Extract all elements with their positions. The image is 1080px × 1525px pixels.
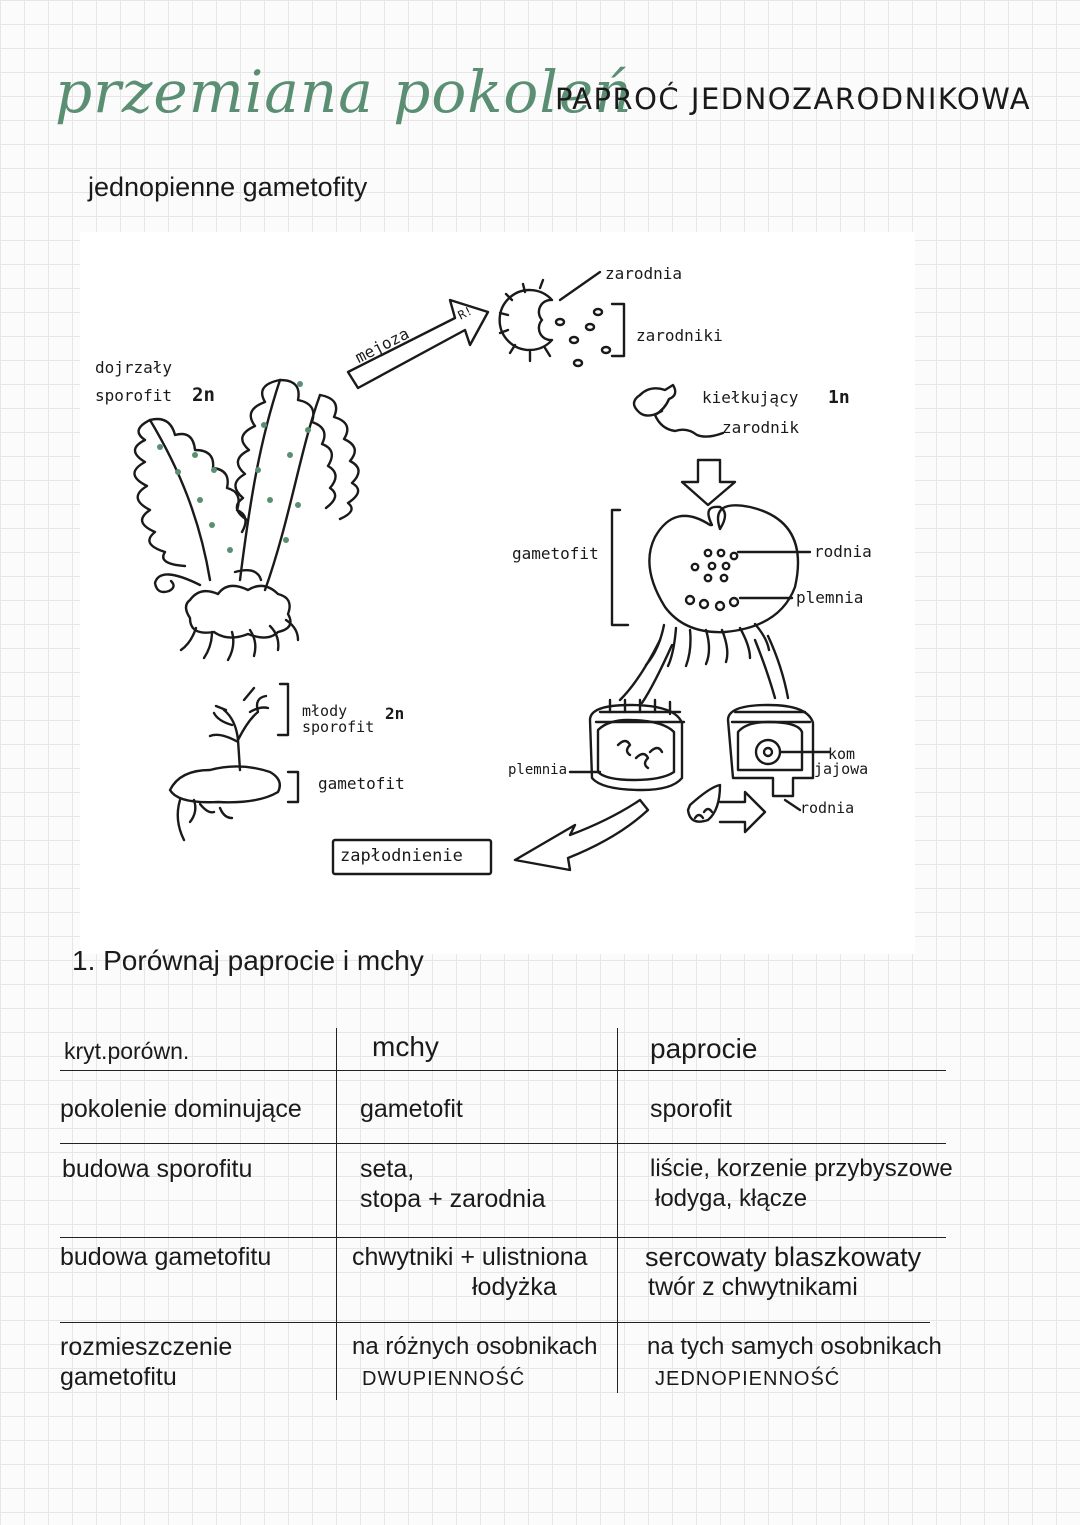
section-title: 1. Porównaj paprocie i mchy (72, 945, 424, 976)
table-divider-h2 (60, 1143, 946, 1144)
label-archegonium-top: rodnia (814, 542, 872, 561)
table-header-mosses: mchy (372, 1031, 439, 1062)
label-fertilization: zapłodnienie (340, 846, 463, 866)
table-divider-v1 (336, 1028, 337, 1400)
table-header-criterion: kryt.porówn. (64, 1038, 190, 1064)
row4-ferns-line1: na tych samych osobnikach (647, 1333, 942, 1360)
table-divider-h4 (60, 1322, 930, 1323)
label-young-ploidy: 2n (385, 704, 405, 723)
table-divider-h3 (60, 1237, 946, 1238)
label-gametophyte-left: gametofit (318, 774, 405, 793)
label-germinating-ploidy: 1n (828, 387, 850, 408)
row3-criterion: budowa gametofitu (60, 1243, 272, 1271)
row2-criterion: budowa sporofitu (62, 1155, 253, 1183)
label-germinating-2: zarodnik (722, 418, 800, 437)
label-mature-ploidy: 2n (192, 384, 215, 406)
row2-ferns-line1: liście, korzenie przybyszowe (650, 1155, 953, 1182)
label-sporangium: zarodnia (605, 264, 683, 283)
row1-ferns: sporofit (650, 1095, 732, 1123)
row4-ferns-line2: JEDNOPIENNOŚĆ (655, 1368, 841, 1390)
label-sperm: plemnia (508, 762, 568, 778)
row4-mosses-line2: DWUPIENNOŚĆ (362, 1368, 526, 1390)
label-young-1: młody (302, 702, 348, 720)
table-divider-h1 (60, 1070, 946, 1071)
row3-mosses-line2: łodyżka (472, 1273, 557, 1301)
label-archegonium-bottom: rodnia (800, 799, 855, 817)
table-header-ferns: paprocie (650, 1033, 758, 1064)
label-spores: zarodniki (636, 326, 723, 345)
label-meiosis: mejoza (352, 323, 413, 367)
page-subtitle: PAPROĆ JEDNOZARODNIKOWA (555, 82, 1032, 116)
label-young-2: sporofit (302, 718, 375, 736)
row4-mosses-line1: na różnych osobnikach (352, 1333, 598, 1360)
row3-mosses-line1: chwytniki + ulistniona (352, 1243, 588, 1271)
note-monoecious: jednopienne gametofity (88, 172, 368, 202)
row2-mosses-line1: seta, (360, 1155, 415, 1183)
row4-criterion-line1: rozmieszczenie (60, 1333, 233, 1361)
page-title: przemiana pokoleń (55, 58, 633, 126)
label-antheridium: plemnia (796, 588, 864, 607)
label-germinating-1: kiełkujący (702, 388, 799, 407)
row1-mosses: gametofit (360, 1095, 463, 1123)
label-mature-2: sporofit (95, 386, 173, 405)
label-egg-2: jajowa (814, 760, 869, 778)
table-divider-v2 (617, 1028, 618, 1393)
row3-ferns-line1: sercowaty blaszkowaty (645, 1242, 922, 1272)
row2-ferns-line2: łodyga, kłącze (655, 1185, 808, 1212)
row2-mosses-line2: stopa + zarodnia (360, 1185, 546, 1213)
row1-criterion: pokolenie dominujące (60, 1095, 302, 1123)
label-egg-1: kom (828, 745, 856, 763)
row3-ferns-line2: twór z chwytnikami (648, 1273, 858, 1301)
label-meiosis-tag: R! (455, 303, 475, 323)
row4-criterion-line2: gametofitu (60, 1363, 177, 1391)
label-mature-1: dojrzały (95, 358, 173, 377)
label-gametophyte-right: gametofit (512, 544, 599, 563)
